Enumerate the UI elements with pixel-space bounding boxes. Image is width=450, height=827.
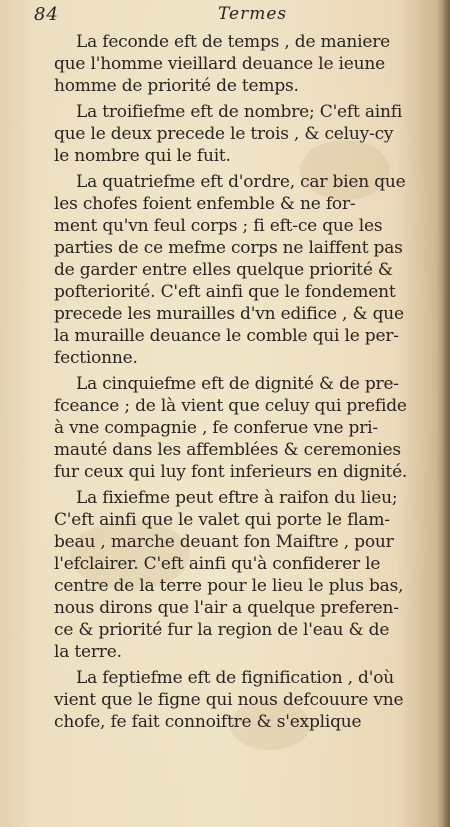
page-number: 84 (34, 4, 59, 25)
text-line: à vne compagnie , fe conferue vne pri- (54, 418, 378, 438)
text-line: nous dirons que l'air a quelque preferen- (54, 598, 399, 618)
text-line: ment qu'vn feul corps ; fi eft-ce que les (54, 216, 383, 236)
text-line: La feconde eft de temps , de maniere (76, 32, 391, 52)
text-line: fceance ; de là vient que celuy qui prefide (54, 396, 407, 416)
text-line: le nombre qui le fuit. (54, 146, 231, 166)
text-line: la muraille deuance le comble qui le per- (54, 326, 399, 346)
text-line: mauté dans les affemblées & ceremonies (54, 440, 401, 460)
text-line: ce & priorité fur la region de l'eau & de (54, 620, 390, 640)
text-line: C'eft ainfi que le valet qui porte le flam- (54, 510, 390, 530)
text-line: precede les murailles d'vn edifice , & que (54, 304, 404, 324)
bottom-margin (0, 770, 450, 827)
page-header (0, 4, 450, 32)
text-line: parties de ce mefme corps ne laiffent pas (54, 238, 403, 258)
text-line: fectionne. (54, 348, 138, 368)
running-head: Termes (218, 4, 288, 24)
text-line: La fixiefme peut eftre à raifon du lieu; (76, 488, 398, 508)
text-line: vient que le figne qui nous defcouure vne (54, 690, 404, 710)
text-line: centre de la terre pour le lieu le plus bas, (54, 576, 404, 596)
text-line: que l'homme vieillard deuance le ieune (54, 54, 385, 74)
gutter-shadow (442, 0, 450, 827)
text-line: homme de priorité de temps. (54, 76, 299, 96)
text-line: les chofes foient enfemble & ne for- (54, 194, 356, 214)
text-line: que le deux precede le trois , & celuy-cy (54, 124, 394, 144)
body-text (54, 31, 422, 771)
text-line: de garder entre elles quelque priorité & (54, 260, 393, 280)
text-line: La cinquiefme eft de dignité & de pre- (76, 374, 399, 394)
text-line: pofteriorité. C'eft ainfi que le fondement (54, 282, 396, 302)
text-line: la terre. (54, 642, 122, 662)
text-line: La quatriefme eft d'ordre, car bien que (76, 172, 406, 192)
text-line: La troifiefme eft de nombre; C'eft ainfi (76, 102, 403, 122)
text-line: fur ceux qui luy font inferieurs en dignité. (54, 462, 408, 482)
text-line: beau , marche deuant fon Maiftre , pour (54, 532, 394, 552)
text-line: La feptiefme eft de fignification , d'où (76, 668, 394, 688)
text-line: chofe, fe fait connoiftre & s'explique (54, 712, 362, 732)
text-line: l'efclairer. C'eft ainfi qu'à confiderer le (54, 554, 381, 574)
